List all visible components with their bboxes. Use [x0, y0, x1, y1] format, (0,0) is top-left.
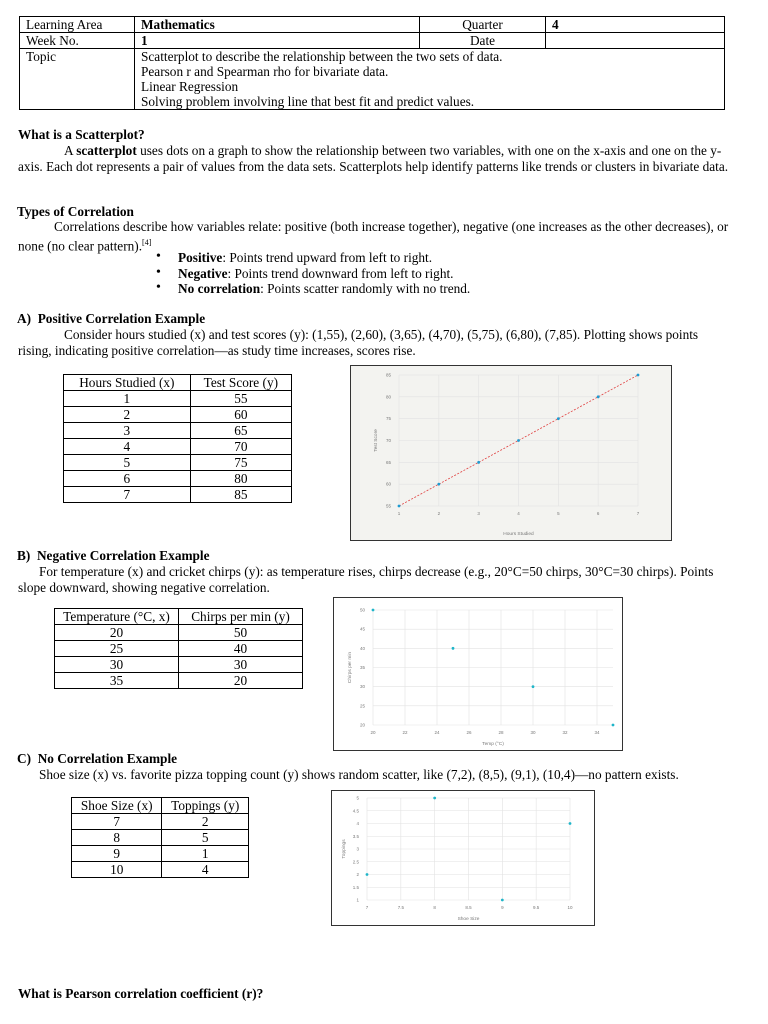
scatterplot-paragraph [18, 143, 732, 174]
x-tick-label: 22 [402, 730, 408, 735]
table-row [72, 830, 249, 846]
table-cell: 35 [55, 673, 179, 689]
table-header-row [55, 609, 303, 625]
data-point [517, 439, 520, 442]
table-cell: 2 [162, 814, 249, 830]
y-axis-label: Toppings [342, 839, 347, 859]
data-point [557, 417, 560, 420]
bullet-bold: No correlation [178, 281, 261, 296]
x-tick-label: 2 [437, 511, 441, 516]
section-marker: A) [17, 311, 32, 326]
list-item [154, 250, 470, 266]
table-cell: 5 [64, 455, 191, 471]
column-header: Temperature (°C, x) [55, 609, 179, 625]
table-header-row [72, 798, 249, 814]
y-tick-label: 50 [359, 607, 365, 613]
y-tick-label: 65 [385, 459, 391, 465]
table-cell: 40 [179, 641, 303, 657]
x-axis-label: Shoe Size [457, 917, 480, 922]
no-correlation-chart [331, 790, 595, 926]
no-correlation-svg [332, 791, 594, 925]
x-tick-label: 6 [596, 511, 600, 516]
section-marker: C) [17, 751, 32, 766]
table-row [72, 846, 249, 862]
table-cell: 25 [55, 641, 179, 657]
chart-background [334, 598, 622, 750]
table-cell: 6 [64, 471, 191, 487]
x-tick-label: 20 [370, 730, 376, 735]
x-tick-label: 30 [530, 730, 536, 735]
x-tick-label: 9.5 [533, 905, 540, 910]
y-tick-label: 45 [359, 626, 365, 632]
column-header: Toppings (y) [162, 798, 249, 814]
topic-item: Scatterplot to describe the relationship between the two sets of data. [141, 49, 503, 64]
section-b-paragraph: For temperature (x) and cricket chirps (y): as temperature rises, chirps decrease (e.g., 20°C=50 chirps, 30°C=30 chirps). Points slope downward, showing negative correlation. [18, 564, 714, 595]
table-cell: 30 [55, 657, 179, 673]
data-point [597, 395, 600, 398]
data-point [569, 822, 572, 825]
table-cell: 70 [190, 439, 291, 455]
table-row [64, 487, 292, 503]
y-tick-label: 40 [359, 645, 365, 651]
data-point [452, 647, 455, 650]
y-tick-label: 75 [385, 416, 391, 422]
section-a-heading [17, 311, 205, 327]
x-tick-label: 10 [567, 905, 573, 910]
y-tick-label: 4 [356, 821, 359, 826]
topic-item: Pearson r and Spearman rho for bivariate data. [141, 64, 389, 79]
x-tick-label: 1 [397, 511, 401, 516]
table-cell: 50 [179, 625, 303, 641]
table-cell: 2 [64, 407, 191, 423]
x-tick-label: 3 [477, 511, 480, 516]
data-point [372, 609, 375, 612]
x-tick-label: 7 [636, 511, 640, 516]
x-tick-label: 26 [466, 730, 472, 735]
positive-correlation-svg [351, 366, 671, 540]
section-title: Positive Correlation Example [37, 311, 206, 326]
y-tick-label: 20 [359, 722, 365, 728]
x-tick-label: 7 [365, 905, 369, 910]
table-cell: 10 [72, 862, 162, 878]
table-row [64, 455, 292, 471]
bullet-bold: Negative [178, 265, 228, 281]
list-item [154, 266, 470, 282]
bullet-text: : Points trend upward from left to right. [222, 250, 433, 265]
section-c-paragraph: Shoe size (x) vs. favorite pizza topping count (y) shows random scatter, like (7,2), (8,5), (9,1), (10,4)—no pattern exists. [39, 767, 679, 782]
scatterplot-heading: What is a Scatterplot? [18, 127, 145, 142]
table-row [64, 391, 292, 407]
scatterplot-p-lead: A [64, 143, 77, 158]
column-header: Hours Studied (x) [64, 375, 191, 391]
topic-item: Linear Regression [141, 79, 239, 94]
x-tick-label: 8 [433, 905, 436, 910]
quarter-label: Quarter [420, 17, 546, 33]
lesson-header-table [19, 16, 725, 110]
data-point [433, 797, 436, 800]
week-value: 1 [135, 33, 420, 49]
shoe-toppings-table [71, 797, 249, 878]
data-point [477, 461, 480, 464]
y-tick-label: 4.5 [352, 808, 359, 814]
x-tick-label: 4 [517, 511, 520, 516]
y-tick-label: 30 [359, 684, 365, 690]
types-paragraph [18, 219, 732, 253]
table-cell: 65 [190, 423, 291, 439]
table-header-row [64, 375, 292, 391]
table-row [55, 657, 303, 673]
data-point [366, 873, 369, 876]
topic-label: Topic [20, 49, 135, 110]
table-row [64, 439, 292, 455]
y-tick-label: 80 [385, 394, 391, 400]
scatterplot-p-rest: uses dots on a graph to show the relationship between two variables, with one on the x-axis and one on the y-axis. Each dot represents a pair of values from the data sets. Scatterplots help identify patterns like trends or clusters in bivariate data. [18, 143, 729, 174]
data-point [437, 483, 440, 486]
y-tick-label: 3 [356, 846, 359, 852]
x-tick-label: 7.5 [397, 905, 404, 910]
section-marker: B) [17, 548, 31, 563]
x-axis-label: Temp (°C) [482, 742, 504, 747]
table-cell: 80 [190, 471, 291, 487]
x-tick-label: 32 [562, 730, 568, 735]
hours-score-table [63, 374, 292, 503]
x-axis-label: Hours Studied [503, 532, 534, 537]
learning-area-label: Learning Area [20, 17, 135, 33]
types-reference: [4] [142, 237, 152, 247]
bullet-bold: Positive [178, 250, 223, 265]
y-tick-label: 25 [359, 703, 365, 709]
positive-correlation-chart [350, 365, 672, 541]
table-row [64, 407, 292, 423]
table-row [55, 673, 303, 689]
table-cell: 7 [72, 814, 162, 830]
correlation-types-list [154, 250, 470, 297]
header-row-learning-area [20, 17, 725, 33]
section-a-paragraph: Consider hours studied (x) and test scores (y): (1,55), (2,60), (3,65), (4,70), (5,75), (6,80), (7,85). Plotting shows points rising, indicating positive correlation—as study time increases, scores rise. [18, 327, 699, 358]
negative-correlation-chart [333, 597, 623, 751]
header-row-topic [20, 49, 725, 110]
table-cell: 85 [190, 487, 291, 503]
chart-background [332, 791, 594, 925]
x-tick-label: 9 [501, 905, 504, 910]
table-cell: 60 [190, 407, 291, 423]
y-tick-label: 60 [385, 481, 391, 487]
x-tick-label: 24 [434, 730, 440, 735]
table-cell: 4 [162, 862, 249, 878]
table-cell: 20 [179, 673, 303, 689]
table-row [55, 641, 303, 657]
section-c-heading [17, 751, 177, 767]
data-point [532, 685, 535, 688]
table-cell: 20 [55, 625, 179, 641]
section-title: Negative Correlation Example [36, 548, 210, 563]
negative-correlation-svg [334, 598, 622, 750]
y-tick-label: 1 [356, 897, 359, 903]
section-title: No Correlation Example [37, 751, 178, 766]
table-cell: 1 [162, 846, 249, 862]
y-tick-label: 35 [359, 665, 365, 670]
y-tick-label: 5 [356, 795, 359, 801]
table-row [64, 423, 292, 439]
y-tick-label: 85 [385, 372, 391, 378]
learning-area-value: Mathematics [135, 17, 420, 33]
x-tick-label: 28 [498, 730, 504, 735]
column-header: Test Score (y) [190, 375, 291, 391]
y-tick-label: 1.5 [352, 884, 359, 890]
date-label: Date [420, 33, 546, 49]
y-tick-label: 55 [385, 503, 391, 509]
data-point [501, 899, 504, 902]
data-point [398, 505, 401, 508]
table-cell: 9 [72, 846, 162, 862]
scatterplot-p-bold: scatterplot [76, 143, 137, 158]
data-point [637, 374, 640, 377]
table-cell: 4 [64, 439, 191, 455]
topic-item: Solving problem involving line that best fit and predict values. [141, 94, 475, 109]
table-cell: 30 [179, 657, 303, 673]
x-tick-label: 5 [557, 511, 560, 516]
table-row [64, 471, 292, 487]
topic-list [135, 49, 725, 110]
column-header: Chirps per min (y) [179, 609, 303, 625]
pearson-heading: What is Pearson correlation coefficient (r)? [18, 986, 264, 1001]
y-tick-label: 2.5 [352, 859, 359, 865]
bullet-text: : Points trend downward from left to right. [227, 265, 454, 281]
types-heading: Types of Correlation [17, 204, 134, 219]
bullet-text: : Points scatter randomly with no trend. [260, 281, 471, 296]
date-value [546, 33, 725, 49]
table-cell: 7 [64, 487, 191, 503]
table-cell: 8 [72, 830, 162, 846]
y-tick-label: 3.5 [352, 833, 359, 839]
y-axis-label: Test Score [374, 429, 379, 452]
week-label: Week No. [20, 33, 135, 49]
quarter-value: 4 [546, 17, 725, 33]
types-p-text: Correlations describe how variables relate: positive (both increase together), negative (one increases as the other decreases), or none (no clear pattern). [18, 219, 729, 253]
table-cell: 3 [64, 423, 191, 439]
y-tick-label: 70 [385, 438, 391, 443]
list-item [154, 281, 470, 297]
table-row [55, 625, 303, 641]
temperature-chirps-table [54, 608, 303, 689]
table-cell: 55 [190, 391, 291, 407]
table-cell: 1 [64, 391, 191, 407]
table-cell: 75 [190, 455, 291, 471]
table-row [72, 814, 249, 830]
y-tick-label: 2 [356, 872, 359, 877]
column-header: Shoe Size (x) [72, 798, 162, 814]
header-row-week [20, 33, 725, 49]
table-cell: 5 [162, 830, 249, 846]
section-b-heading [17, 548, 210, 564]
table-row [72, 862, 249, 878]
data-point [612, 724, 615, 727]
x-tick-label: 34 [594, 730, 600, 735]
x-tick-label: 8.5 [465, 905, 472, 910]
y-axis-label: Chirps per min [348, 651, 353, 684]
